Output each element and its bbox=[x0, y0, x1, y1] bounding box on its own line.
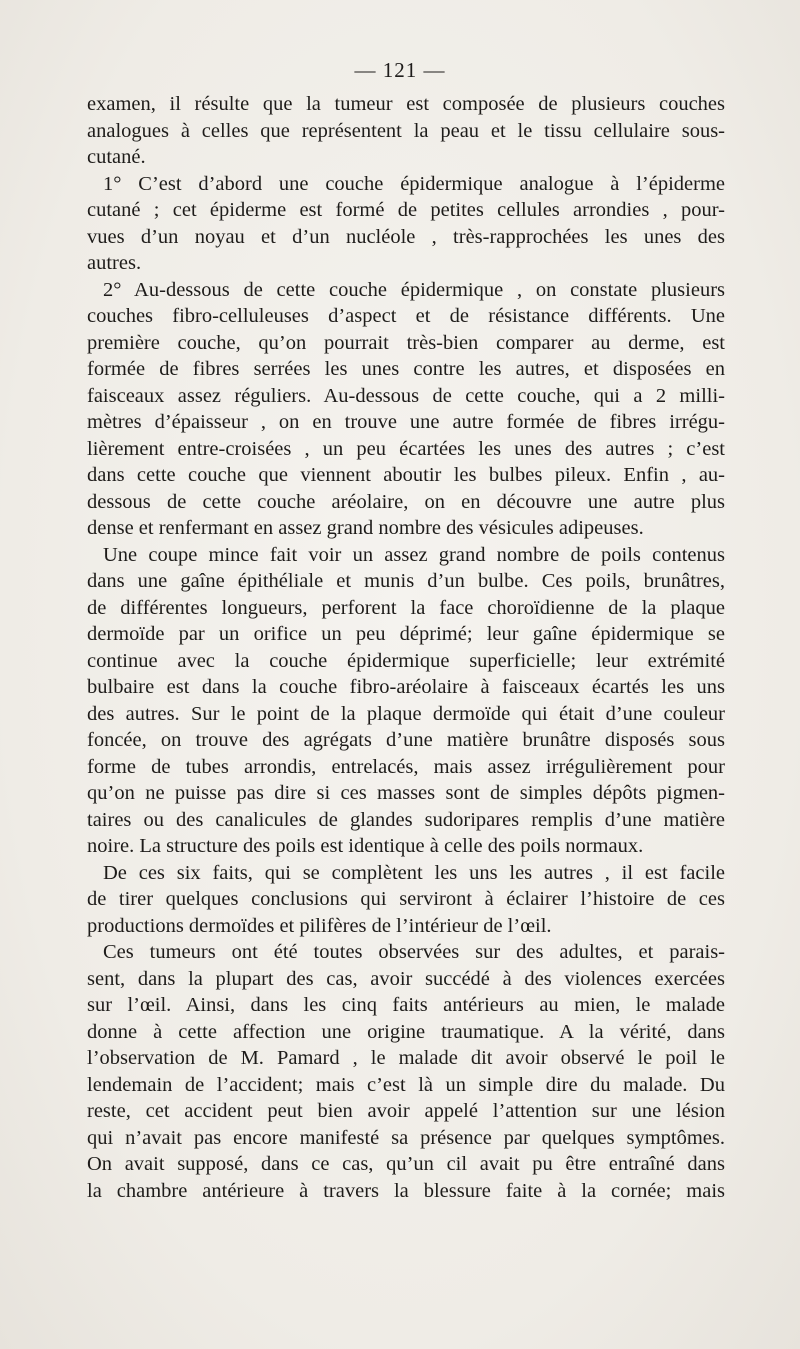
text-line: On avait supposé, dans ce cas, qu’un cil avait pu être entraîné dans bbox=[87, 1153, 725, 1175]
text-line: analogues à celles que représentent la peau et le tissu cellulaire sous- bbox=[87, 119, 725, 142]
text-line: dense et renfermant en assez grand nombre des vésicules adipeuses. bbox=[87, 517, 644, 539]
text-line: 2° Au-dessous de cette couche épidermique , on constate plusieurs bbox=[103, 278, 725, 301]
text-line: autres. bbox=[87, 252, 142, 274]
text-line: De ces six faits, qui se complètent les uns les autres , il est facile bbox=[103, 861, 725, 884]
body-text bbox=[87, 91, 725, 1204]
text-line: vues d’un noyau et d’un nucléole , très-rapprochées les unes des bbox=[87, 225, 725, 248]
text-line: donne à cette affection une origine traumatique. A la vérité, dans bbox=[87, 1020, 725, 1043]
text-line: dans cette couche que viennent aboutir les bulbes pileux. Enfin , au- bbox=[87, 464, 725, 486]
text-line: première couche, qu’on pourrait très-bien comparer au derme, est bbox=[87, 331, 725, 354]
text-line: l’observation de M. Pamard , le malade dit avoir observé le poil le bbox=[87, 1047, 725, 1069]
text-line: Une coupe mince fait voir un assez grand nombre de poils contenus bbox=[103, 543, 725, 566]
text-line: continue avec la couche épidermique superficielle; leur extrémité bbox=[87, 649, 725, 672]
text-line: cutané ; cet épiderme est formé de petites cellules arrondies , pour- bbox=[87, 199, 725, 221]
text-line: faisceaux assez réguliers. Au-dessous de cette couche, qui a 2 milli- bbox=[87, 384, 725, 407]
text-line: reste, cet accident peut bien avoir appelé l’attention sur une lésion bbox=[87, 1100, 725, 1122]
text-line: sent, dans la plupart des cas, avoir succédé à des violences exercées bbox=[87, 967, 725, 990]
text-line: productions dermoïdes et pilifères de l’intérieur de l’œil. bbox=[87, 914, 552, 937]
text-line: la chambre antérieure à travers la blessure faite à la cornée; mais bbox=[87, 1179, 725, 1202]
text-line: cutané. bbox=[87, 146, 146, 168]
text-line: formée de fibres serrées les unes contre les autres, et disposées en bbox=[87, 358, 725, 380]
text-line: foncée, on trouve des agrégats d’une matière brunâtre disposés sous bbox=[87, 729, 725, 751]
text-line: sur l’œil. Ainsi, dans les cinq faits antérieurs au mien, le malade bbox=[87, 994, 725, 1016]
text-line: noire. La structure des poils est identique à celle des poils normaux. bbox=[87, 835, 644, 857]
text-line: examen, il résulte que la tumeur est composée de plusieurs couches bbox=[87, 93, 725, 115]
text-line: de tirer quelques conclusions qui serviront à éclairer l’histoire de ces bbox=[87, 888, 725, 910]
text-line: dermoïde par un orifice un peu déprimé; leur gaîne épidermique se bbox=[87, 623, 725, 645]
text-line: taires ou des canalicules de glandes sudoripares remplis d’une matière bbox=[87, 808, 725, 831]
text-line: qui n’avait pas encore manifesté sa présence par quelques symptômes. bbox=[87, 1126, 725, 1149]
text-line: lièrement entre-croisées , un peu écartées les unes des autres ; c’est bbox=[87, 437, 725, 460]
text-line: couches fibro-celluleuses d’aspect et de résistance différents. Une bbox=[87, 305, 725, 327]
text-line: dans une gaîne épithéliale et munis d’un bulbe. Ces poils, brunâtres, bbox=[87, 570, 725, 592]
text-line: forme de tubes arrondis, entrelacés, mais assez irrégulièrement pour bbox=[87, 755, 725, 778]
text-line: mètres d’épaisseur , on en trouve une autre formée de fibres irrégu- bbox=[87, 411, 725, 433]
page-number: — 121 — bbox=[354, 58, 446, 82]
text-line: qu’on ne puisse pas dire si ces masses sont de simples dépôts pigmen- bbox=[87, 782, 725, 804]
text-line: lendemain de l’accident; mais c’est là un simple dire du malade. Du bbox=[87, 1073, 725, 1096]
text-line: des autres. Sur le point de la plaque dermoïde qui était d’une couleur bbox=[87, 702, 725, 725]
text-line: 1° C’est d’abord une couche épidermique analogue à l’épiderme bbox=[103, 172, 725, 195]
text-line: de différentes longueurs, perforent la face choroïdienne de la plaque bbox=[87, 596, 725, 619]
text-line: Ces tumeurs ont été toutes observées sur des adultes, et parais- bbox=[103, 941, 725, 963]
text-line: bulbaire est dans la couche fibro-aréolaire à faisceaux écartés les uns bbox=[87, 676, 725, 698]
text-line: dessous de cette couche aréolaire, on en découvre une autre plus bbox=[87, 490, 725, 513]
